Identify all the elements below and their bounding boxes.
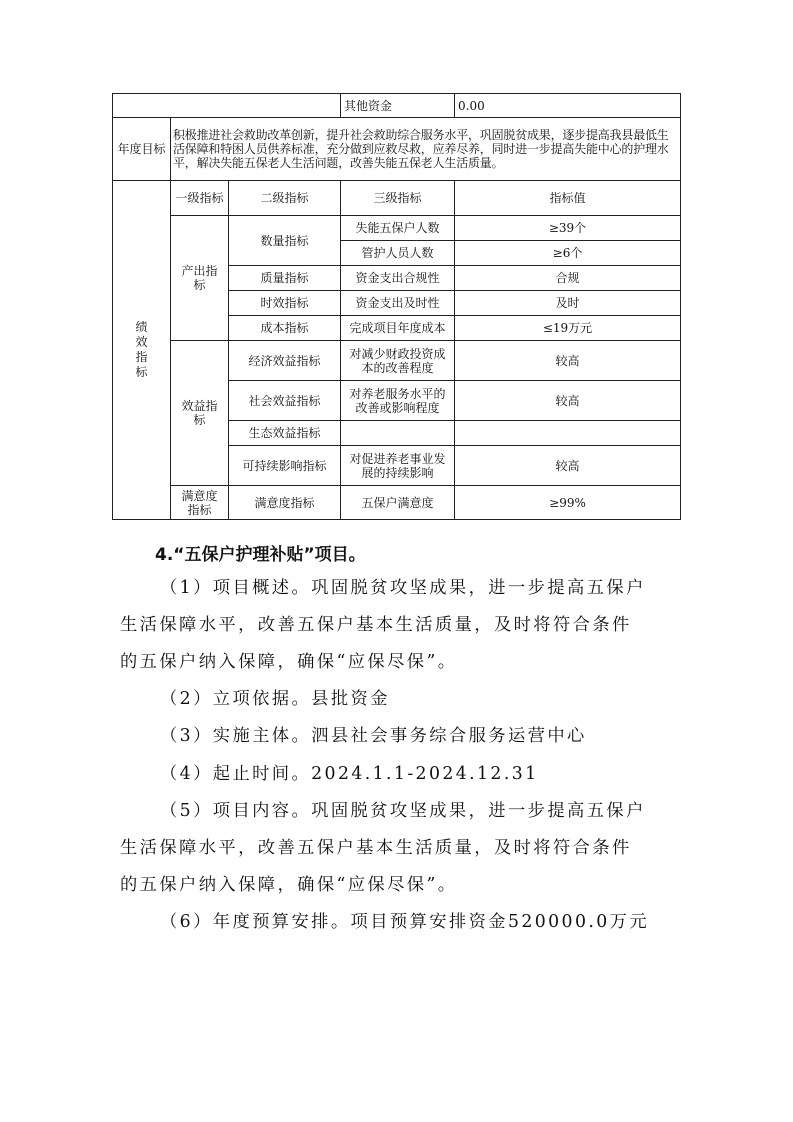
section-heading: 4.“五保户护理补贴”项目。 (155, 545, 366, 565)
level3-cell: 五保户满意度 (341, 486, 455, 520)
other-funds-label: 其他资金 (341, 94, 455, 118)
level2-cell: 生态效益指标 (229, 421, 341, 446)
paragraph-period: （4）起止时间。2024.1.1-2024.12.31 (160, 764, 539, 784)
level3-cell (341, 421, 455, 446)
header-value: 指标值 (455, 181, 681, 216)
table-row (113, 341, 681, 381)
value-cell: 较高 (455, 341, 681, 381)
value-cell: ≥39个 (455, 216, 681, 241)
paragraph-overview-cont: 生活保障水平，改善五保户基本生活质量，及时将符合条件 (120, 615, 632, 635)
value-cell: 及时 (455, 291, 681, 316)
level3-cell: 对减少财政投资成本的改善程度 (341, 341, 455, 381)
value-cell: ≥6个 (455, 241, 681, 266)
performance-label: 绩效指标 (113, 181, 171, 520)
annual-goal-label: 年度目标 (113, 118, 171, 181)
paragraph-basis: （2）立项依据。县批资金 (160, 689, 390, 709)
level3-cell: 管护人员人数 (341, 241, 455, 266)
level2-cell: 社会效益指标 (229, 381, 341, 421)
paragraph-content-cont: 的五保户纳入保障，确保“应保尽保”。 (120, 875, 458, 895)
level3-cell: 资金支出合规性 (341, 266, 455, 291)
level2-cell: 时效指标 (229, 291, 341, 316)
table-row (113, 216, 681, 241)
paragraph-overview-cont: 的五保户纳入保障，确保“应保尽保”。 (120, 652, 458, 672)
level3-cell: 完成项目年度成本 (341, 316, 455, 341)
group-benefit: 效益指标 (171, 341, 229, 486)
value-cell (455, 421, 681, 446)
level3-cell: 资金支出及时性 (341, 291, 455, 316)
table-row (113, 118, 681, 181)
paragraph-implementer: （3）实施主体。泗县社会事务综合服务运营中心 (160, 726, 587, 746)
value-cell: 合规 (455, 266, 681, 291)
header-level3: 三级指标 (341, 181, 455, 216)
level2-cell: 质量指标 (229, 266, 341, 291)
group-output: 产出指标 (171, 216, 229, 341)
level3-cell: 对养老服务水平的改善或影响程度 (341, 381, 455, 421)
value-cell: ≥99% (455, 486, 681, 520)
level2-cell: 可持续影响指标 (229, 446, 341, 486)
table-header-row (113, 181, 681, 216)
group-satisfaction: 满意度指标 (171, 486, 229, 520)
value-cell: ≤19万元 (455, 316, 681, 341)
other-funds-value: 0.00 (455, 94, 681, 118)
paragraph-overview: （1）项目概述。巩固脱贫攻坚成果，进一步提高五保户 (160, 578, 646, 598)
paragraph-content: （5）项目内容。巩固脱贫攻坚成果，进一步提高五保户 (160, 801, 646, 821)
level3-cell: 对促进养老事业发展的持续影响 (341, 446, 455, 486)
level2-cell: 满意度指标 (229, 486, 341, 520)
performance-table (112, 93, 681, 520)
level2-cell: 成本指标 (229, 316, 341, 341)
header-level1: 一级指标 (171, 181, 229, 216)
paragraph-budget: （6）年度预算安排。项目预算安排资金520000.0万元 (160, 912, 649, 932)
value-cell: 较高 (455, 381, 681, 421)
annual-goal-text: 积极推进社会救助改革创新，提升社会救助综合服务水平，巩固脱贫成果，逐步提高我县最低生活保障和特困人员供养标准，充分做到应救尽救，应养尽养，同时进一步提高失能中心的护理水平，解决失能五保老人生活问题，改善失能五保老人生活质量。 (171, 118, 681, 181)
level2-cell: 数量指标 (229, 216, 341, 266)
header-level2: 二级指标 (229, 181, 341, 216)
table-row (113, 94, 681, 118)
level2-cell: 经济效益指标 (229, 341, 341, 381)
level3-cell: 失能五保户人数 (341, 216, 455, 241)
table-row (113, 486, 681, 520)
paragraph-content-cont: 生活保障水平，改善五保户基本生活质量，及时将符合条件 (120, 838, 632, 858)
value-cell: 较高 (455, 446, 681, 486)
